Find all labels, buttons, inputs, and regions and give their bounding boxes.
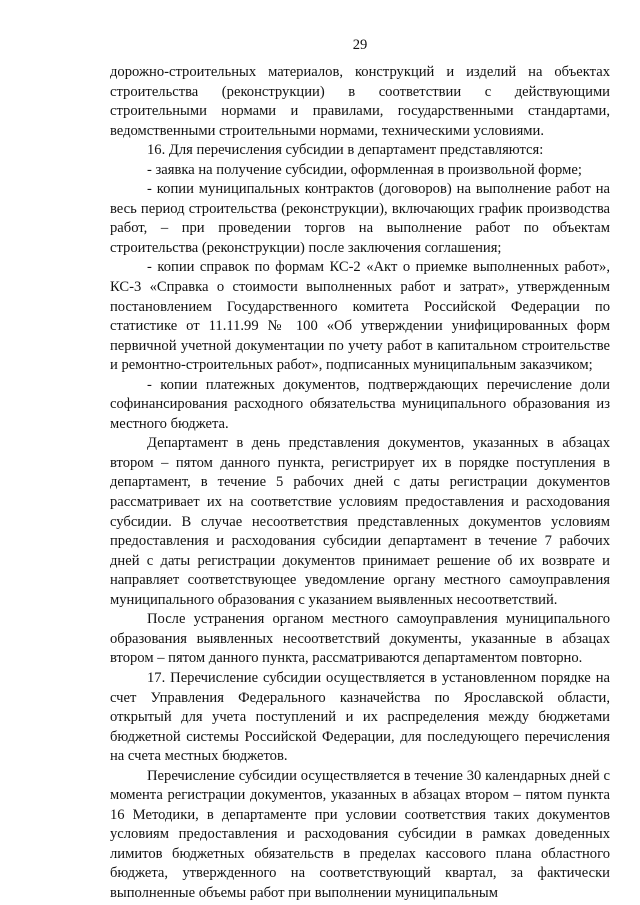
paragraph-transfer-terms: Перечисление субсидии осуществляется в течение 30 календарных дней с момента регистрации документов, указанных в абзацах втором – пятом пункта 16 Методики, в департаменте при условии соответствия таких документов условиям предоставления и расходования субсидии в рамках доведенных лимитов бюджетных обязательств в пределах кассового плана областного бюджета, утвержденного на соответствующий квартал, за фактически выполненные объемы работ при выполнении муниципальным xyxy=(110,767,610,901)
paragraph-list-certificates: - копии справок по формам КС-2 «Акт о приемке выполненных работ», КС-3 «Справка о стоимости выполненных работ и затрат», утвержденным постановлением Государственного комитета Российской Федерации по статистике от 11.11.99 № 100 «Об утверждении унифицированных форм первичной учетной документации по учету работ в капитальном строительстве и ремонтно-строительных работ», подписанных муниципальным заказчиком; xyxy=(110,259,610,374)
paragraph-list-payments: - копии платежных документов, подтверждающих перечисление доли софинансирования расходного обязательства муниципального образования из местного бюджета. xyxy=(110,376,610,432)
paragraph-resubmission: После устранения органом местного самоуправления муниципального образования выявленных несоответствий документы, указанные в абзацах втором – пятом данного пункта, рассматриваются департаментом повторно. xyxy=(110,611,610,667)
paragraph-list-application: - заявка на получение субсидии, оформленная в произвольной форме; xyxy=(147,161,582,178)
paragraph-item-17: 17. Перечисление субсидии осуществляется в установленном порядке на счет Управления Федерального казначейства по Ярославской области, открытый для учета поступлений и их распределения между бюджетами бюджетной системы Российской Федерации, для последующего перечисления на счета местных бюджетов. xyxy=(110,669,610,765)
paragraph-department-registration: Департамент в день представления документов, указанных в абзацах втором – пятом данного пункта, регистрирует их в порядке поступления в департамент, в течение 5 рабочих дней с даты регистрации документов рассматривает их на соответствие условиям предоставления и расходования субсидии. В случае несоответствия представленных документов условиям предоставления и расходования субсидии департамент в течение 7 рабочих дней с даты регистрации документов принимает решение об их возврате и направляет соответствующее уведомление органу местного самоуправления муниципального образования с указанием выявленных несоответствий. xyxy=(110,435,610,608)
paragraph-continuation: дорожно-строительных материалов, конструкций и изделий на объектах строительства (реконструкции) в соответствии с действующими строительными нормами и правилами, государственными стандартами, ведомственными строительными нормами, техническими условиями. xyxy=(110,64,610,139)
paragraph-item-16: 16. Для перечисления субсидии в департамент представляются: xyxy=(147,142,544,159)
paragraph-list-contracts: - копии муниципальных контрактов (договоров) на выполнение работ на весь период строительства (реконструкции), включающих график производства работ, – при проведении торгов на выполнение работ по объектам строительства (реконструкции) после заключения соглашения; xyxy=(110,181,610,256)
page-number: 29 xyxy=(352,37,368,53)
